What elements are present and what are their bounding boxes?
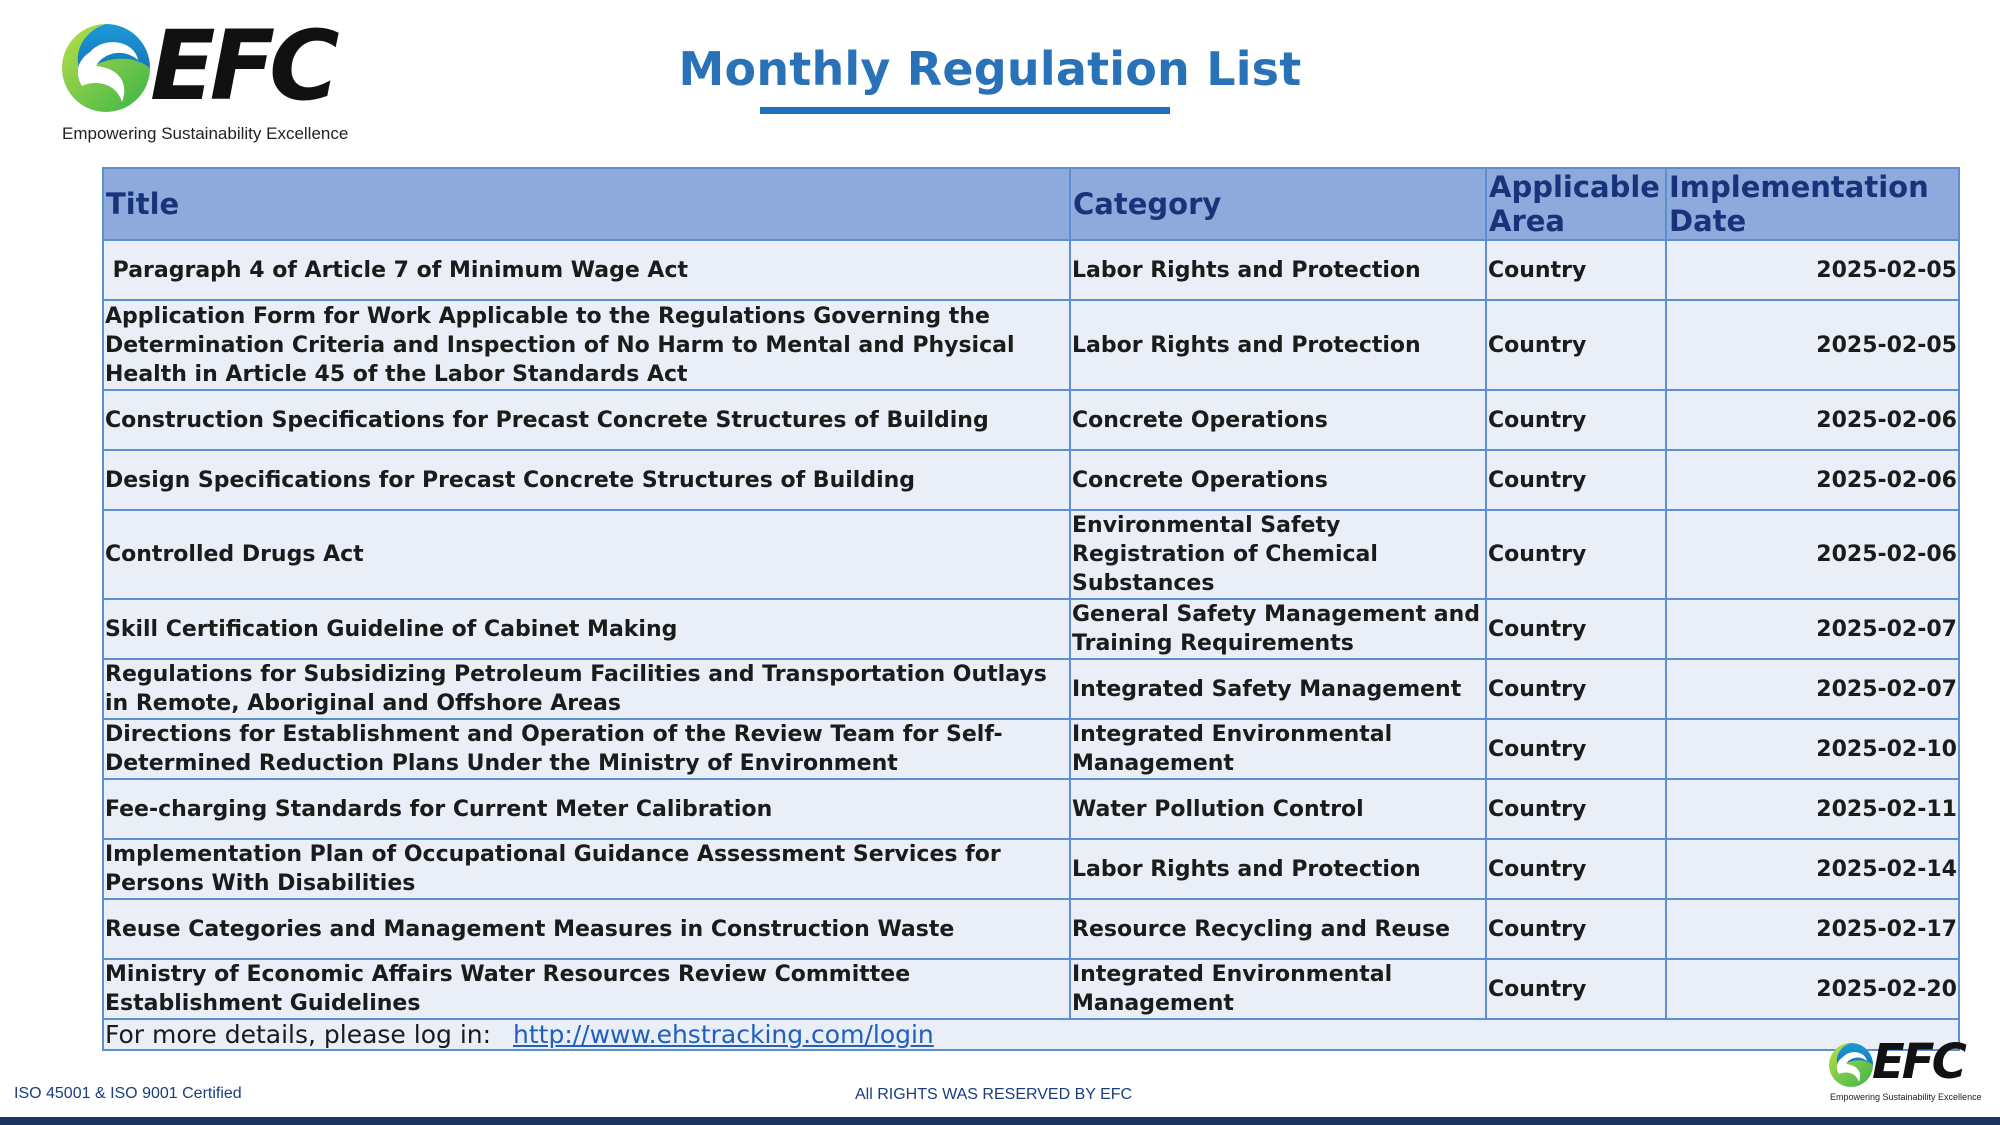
login-note-text: For more details, please log in:	[105, 1020, 492, 1049]
brand-name-small: EFC	[1872, 1034, 1964, 1090]
row-category: Labor Rights and Protection	[1070, 839, 1486, 899]
table-row	[103, 390, 1959, 450]
row-area: Country	[1486, 659, 1666, 719]
login-note	[103, 1019, 1959, 1050]
row-category: Concrete Operations	[1070, 390, 1486, 450]
row-area: Country	[1486, 510, 1666, 599]
row-area: Country	[1486, 450, 1666, 510]
efc-swoosh-icon	[60, 22, 152, 114]
row-date: 2025-02-05	[1666, 240, 1959, 300]
header-implementation-date: Implementation Date	[1666, 168, 1959, 240]
table-row	[103, 839, 1959, 899]
row-area: Country	[1486, 390, 1666, 450]
row-date: 2025-02-17	[1666, 899, 1959, 959]
brand-logo-small	[1828, 1034, 1988, 1106]
row-date: 2025-02-07	[1666, 659, 1959, 719]
row-title: Application Form for Work Applicable to the Regulations Governing the Determination Criteria and Inspection of No Harm to Mental and Physical Health in Article 45 of the Labor Standards Act	[103, 300, 1070, 390]
row-area: Country	[1486, 779, 1666, 839]
row-title: Regulations for Subsidizing Petroleum Facilities and Transportation Outlays in Remote, Aboriginal and Offshore Areas	[103, 659, 1070, 719]
header-applicable-area: Applicable Area	[1486, 168, 1666, 240]
table-footer-row	[103, 1019, 1959, 1050]
row-category: Labor Rights and Protection	[1070, 300, 1486, 390]
table-row	[103, 899, 1959, 959]
regulation-table	[102, 167, 1960, 1051]
row-date: 2025-02-05	[1666, 300, 1959, 390]
row-title: Construction Specifications for Precast Concrete Structures of Building	[103, 390, 1070, 450]
row-title: Skill Certification Guideline of Cabinet Making	[103, 599, 1070, 659]
row-category: Environmental Safety Registration of Chemical Substances	[1070, 510, 1486, 599]
header-category: Category	[1070, 168, 1486, 240]
brand-tagline-small: Empowering Sustainability Excellence	[1830, 1092, 1982, 1102]
row-title: Fee-charging Standards for Current Meter Calibration	[103, 779, 1070, 839]
row-area: Country	[1486, 839, 1666, 899]
row-area: Country	[1486, 240, 1666, 300]
table-header-row	[103, 168, 1959, 240]
brand-logo	[60, 10, 370, 147]
row-category: Integrated Safety Management	[1070, 659, 1486, 719]
table-row	[103, 719, 1959, 779]
row-title: Reuse Categories and Management Measures in Construction Waste	[103, 899, 1070, 959]
row-category: Integrated Environmental Management	[1070, 959, 1486, 1019]
efc-swoosh-icon	[1828, 1042, 1874, 1088]
row-date: 2025-02-06	[1666, 510, 1959, 599]
bottom-bar	[0, 1117, 2000, 1125]
row-date: 2025-02-20	[1666, 959, 1959, 1019]
row-title: Design Specifications for Precast Concrete Structures of Building	[103, 450, 1070, 510]
table-row	[103, 599, 1959, 659]
row-title: Implementation Plan of Occupational Guidance Assessment Services for Persons With Disabilities	[103, 839, 1070, 899]
row-category: Concrete Operations	[1070, 450, 1486, 510]
row-title: Controlled Drugs Act	[103, 510, 1070, 599]
row-area: Country	[1486, 899, 1666, 959]
certification-text: ISO 45001 & ISO 9001 Certified	[14, 1085, 242, 1102]
table-row	[103, 659, 1959, 719]
rights-text: All RIGHTS WAS RESERVED BY EFC	[855, 1086, 1133, 1103]
brand-tagline: Empowering Sustainability Excellence	[62, 124, 349, 143]
header-title: Title	[103, 168, 1070, 240]
brand-name: EFC	[150, 10, 334, 122]
row-date: 2025-02-14	[1666, 839, 1959, 899]
title-underline	[760, 107, 1170, 114]
row-category: Integrated Environmental Management	[1070, 719, 1486, 779]
row-category: Labor Rights and Protection	[1070, 240, 1486, 300]
row-date: 2025-02-10	[1666, 719, 1959, 779]
row-date: 2025-02-06	[1666, 450, 1959, 510]
row-area: Country	[1486, 719, 1666, 779]
row-area: Country	[1486, 300, 1666, 390]
row-title: Directions for Establishment and Operation of the Review Team for Self-Determined Reduction Plans Under the Ministry of Environment	[103, 719, 1070, 779]
login-link[interactable]: http://www.ehstracking.com/login	[513, 1020, 934, 1049]
row-area: Country	[1486, 959, 1666, 1019]
table-row	[103, 240, 1959, 300]
table-row	[103, 779, 1959, 839]
row-date: 2025-02-07	[1666, 599, 1959, 659]
table-row	[103, 510, 1959, 599]
row-title: Ministry of Economic Affairs Water Resources Review Committee Establishment Guidelines	[103, 959, 1070, 1019]
row-category: Water Pollution Control	[1070, 779, 1486, 839]
page-title: Monthly Regulation List	[678, 42, 1302, 96]
row-date: 2025-02-11	[1666, 779, 1959, 839]
table-row	[103, 450, 1959, 510]
table-row	[103, 300, 1959, 390]
row-area: Country	[1486, 599, 1666, 659]
row-category: Resource Recycling and Reuse	[1070, 899, 1486, 959]
row-category: General Safety Management and Training Requirements	[1070, 599, 1486, 659]
row-date: 2025-02-06	[1666, 390, 1959, 450]
table-row	[103, 959, 1959, 1019]
row-title: Paragraph 4 of Article 7 of Minimum Wage Act	[103, 240, 1070, 300]
